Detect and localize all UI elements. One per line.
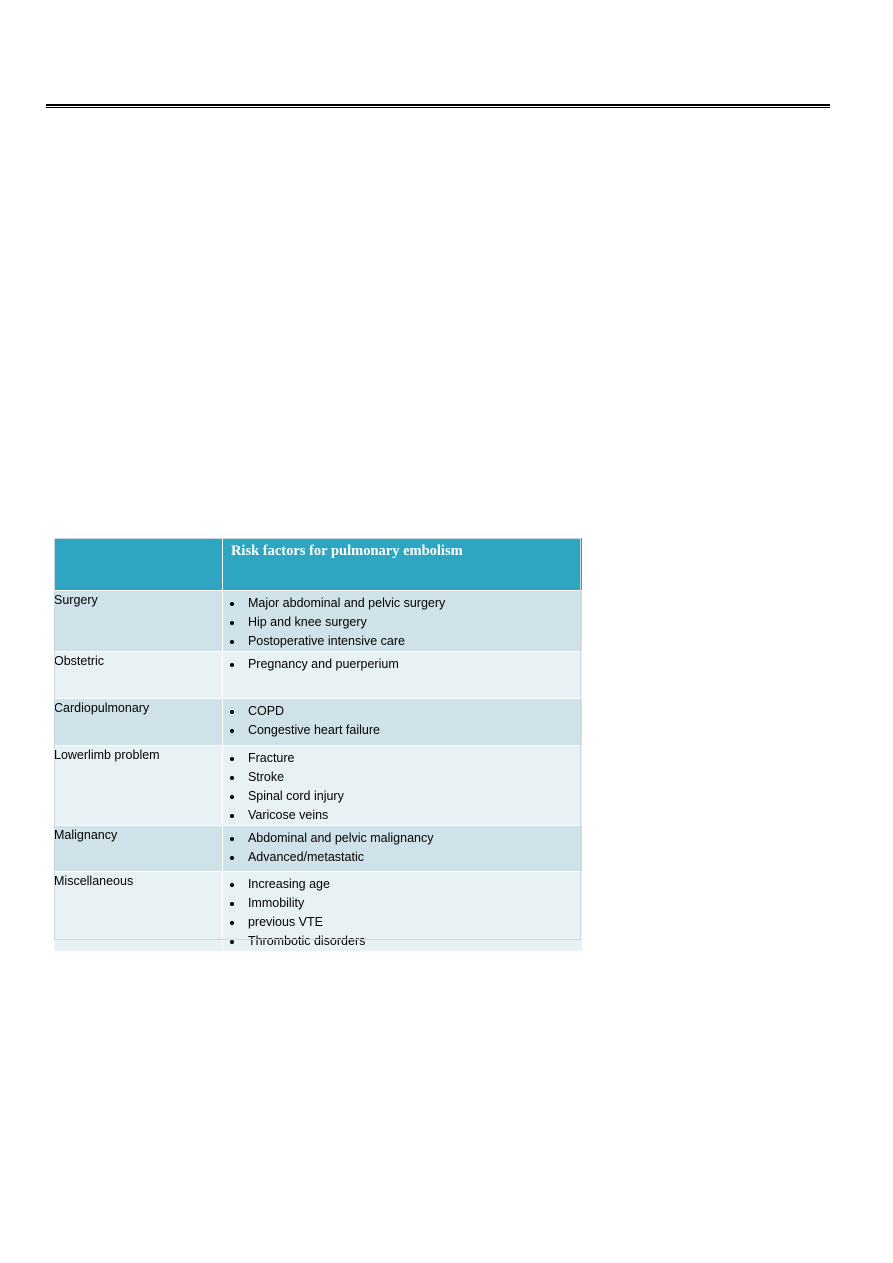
row-items [222, 872, 582, 952]
row-category: Miscellaneous [54, 872, 222, 952]
list-item: Immobility [223, 894, 582, 913]
row-items [222, 826, 582, 872]
table-row-obstetric [54, 652, 582, 699]
list-item: previous VTE [223, 913, 582, 932]
list-item: Varicose veins [223, 806, 582, 825]
list-item: Spinal cord injury [223, 787, 582, 806]
risk-factors-table [54, 538, 582, 951]
row-category: Surgery [54, 591, 222, 652]
list-item: Advanced/metastatic [223, 848, 582, 867]
list-item: Hip and knee surgery [223, 613, 582, 632]
row-category: Lowerlimb problem [54, 746, 222, 826]
list-item: Stroke [223, 768, 582, 787]
list-item: Pregnancy and puerperium [223, 655, 582, 674]
list-item: Postoperative intensive care [223, 632, 582, 651]
table-row-cardiopulmonary [54, 699, 582, 746]
table-header-row [54, 538, 582, 591]
list-item: Thrombotic disorders [223, 932, 582, 951]
list-item: Abdominal and pelvic malignancy [223, 829, 582, 848]
list-item: Fracture [223, 749, 582, 768]
list-item: COPD [223, 702, 582, 721]
list-item: Congestive heart failure [223, 721, 582, 740]
header-rule-thin [46, 107, 830, 108]
table-row-lowerlimb [54, 746, 582, 826]
header-category-cell [54, 538, 222, 591]
row-category: Cardiopulmonary [54, 699, 222, 746]
header-rule-thick [46, 104, 830, 106]
list-item: Major abdominal and pelvic surgery [223, 594, 582, 613]
header-rule [46, 104, 830, 108]
table-row-surgery [54, 591, 582, 652]
list-item: Increasing age [223, 875, 582, 894]
row-items [222, 591, 582, 652]
table-row-malignancy [54, 826, 582, 872]
table-title: Risk factors for pulmonary embolism [222, 538, 582, 591]
row-items [222, 699, 582, 746]
row-category: Obstetric [54, 652, 222, 699]
table-row-miscellaneous [54, 872, 582, 952]
row-items [222, 746, 582, 826]
row-items [222, 652, 582, 699]
row-category: Malignancy [54, 826, 222, 872]
